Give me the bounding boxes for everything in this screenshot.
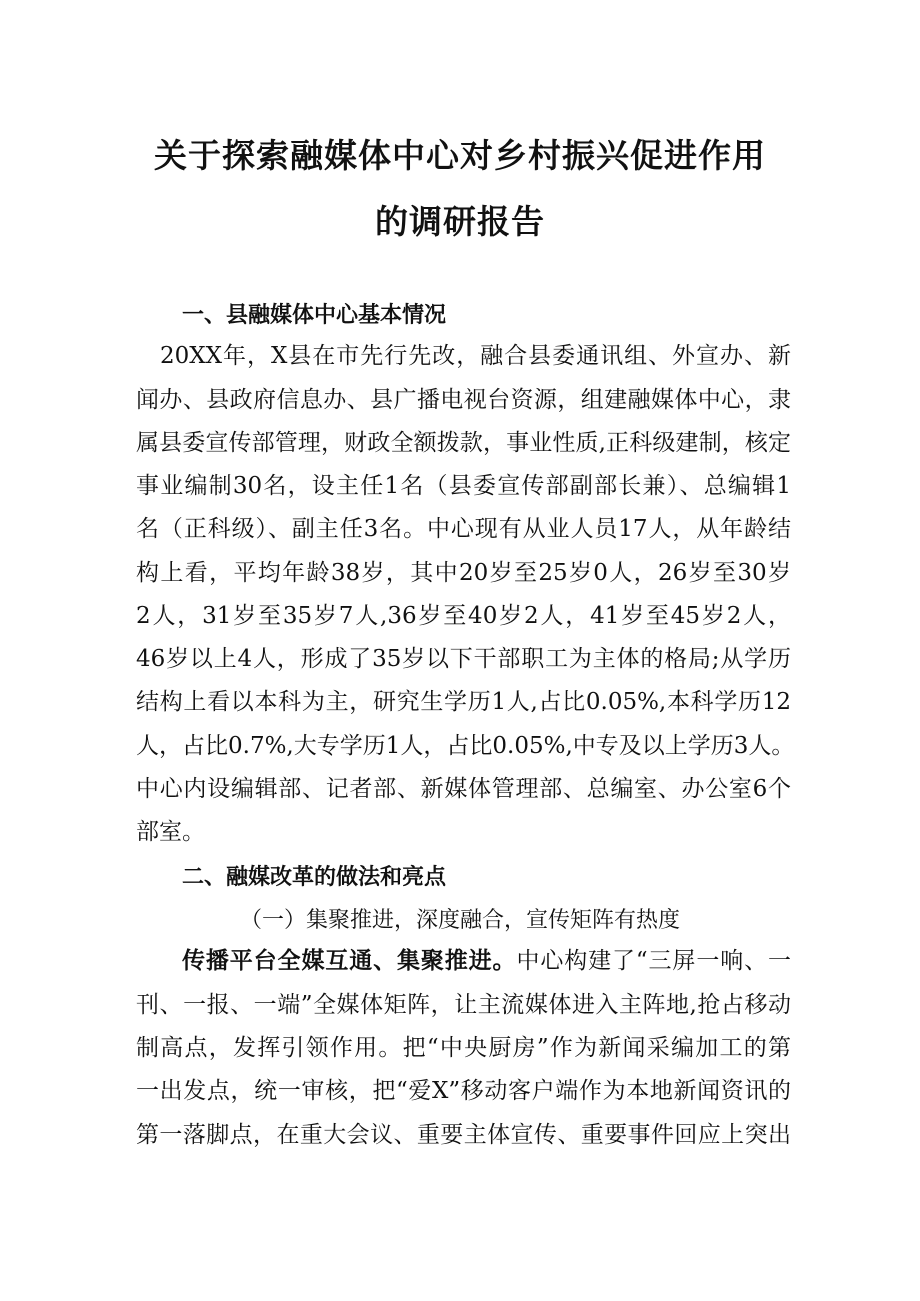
section-1-line: 46岁以上4人，形成了35岁以下干部职工为主体的格局;从学历 xyxy=(136,646,791,672)
section-1-line: 部室。 xyxy=(136,819,205,845)
section-1-line: 人，占比0.7%,大专学历1人，占比0.05%,中专及以上学历3人。 xyxy=(136,733,795,759)
section-2-line: 制高点，发挥引领作用。把“中央厨房”作为新闻采编加工的第 xyxy=(136,1035,791,1061)
section-1-line: 名（正科级）、副主任3名。中心现有从业人员17人，从年龄结 xyxy=(136,516,791,542)
section-1-line: 结构上看以本科为主，研究生学历1人,占比0.05%,本科学历12 xyxy=(136,689,791,715)
section-2-line: 第一落脚点，在重大会议、重要主体宣传、重要事件回应上突出 xyxy=(136,1122,791,1148)
section-2-line xyxy=(136,946,791,976)
section-1-line: 2人，31岁至35岁7人,36岁至40岁2人，41岁至45岁2人， xyxy=(136,603,791,629)
section-2-line: 刊、一报、一端”全媒体矩阵，让主流媒体进入主阵地,抢占移动 xyxy=(136,992,791,1018)
section-1-line: 中心内设编辑部、记者部、新媒体管理部、总编室、办公室6个 xyxy=(136,776,791,802)
section-1-line: 属县委宣传部管理，财政全额拨款，事业性质,正科级建制，核定 xyxy=(136,430,791,456)
section-2-heading: 二、融媒改革的做法和亮点 xyxy=(182,865,447,890)
bold-lead-sentence: 传播平台全媒互通、集聚推进。 xyxy=(182,948,517,974)
section-2-line-text: 中心构建了“三屏一响、一 xyxy=(516,948,791,974)
section-1-line: 构上看，平均年龄38岁，其中20岁至25岁0人，26岁至30岁 xyxy=(136,560,791,586)
document-title-line-1: 关于探索融媒体中心对乡村振兴促进作用 xyxy=(154,136,766,175)
section-1-line: 20XX年，X县在市先行先改，融合县委通讯组、外宣办、新 xyxy=(136,343,791,369)
document-title-line-2: 的调研报告 xyxy=(375,202,545,241)
section-1-line: 事业编制30名，设主任1名（县委宣传部副部长兼）、总编辑1 xyxy=(136,473,791,499)
section-1-line: 闻办、县政府信息办、县广播电视台资源，组建融媒体中心，隶 xyxy=(136,387,791,413)
section-1-heading: 一、县融媒体中心基本情况 xyxy=(182,303,447,328)
section-2-line: 一出发点，统一审核，把“爱X”移动客户端作为本地新闻资讯的 xyxy=(136,1078,791,1104)
section-2-subheading: （一）集聚推进，深度融合，宣传矩阵有热度 xyxy=(239,908,680,933)
